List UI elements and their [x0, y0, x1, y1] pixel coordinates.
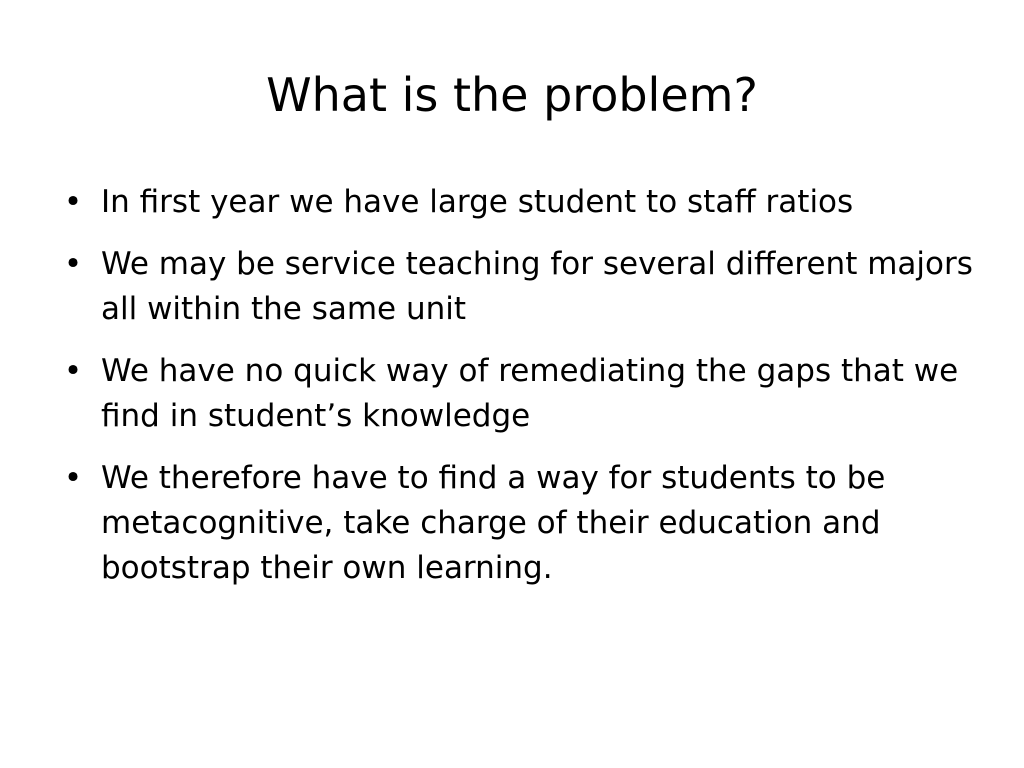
bullet-item: [56, 456, 976, 591]
bullet-item: [56, 180, 976, 225]
slide-title: What is the problem?: [266, 68, 758, 122]
bullet-list: [56, 180, 976, 608]
bullet-item: [56, 242, 976, 332]
bullet-icon: •: [63, 184, 83, 220]
bullet-text: We therefore have to find a way for students to be metacognitive, take charge of their education and bootstrap their own learning.: [101, 460, 886, 586]
bullet-icon: •: [63, 353, 83, 389]
bullet-text: In first year we have large student to staff ratios: [101, 184, 854, 220]
bullet-text: We may be service teaching for several different majors all within the same unit: [101, 246, 973, 327]
bullet-icon: •: [63, 460, 83, 496]
bullet-item: [56, 349, 976, 439]
bullet-text: We have no quick way of remediating the gaps that we find in student’s knowledge: [101, 353, 959, 434]
bullet-icon: •: [63, 246, 83, 282]
